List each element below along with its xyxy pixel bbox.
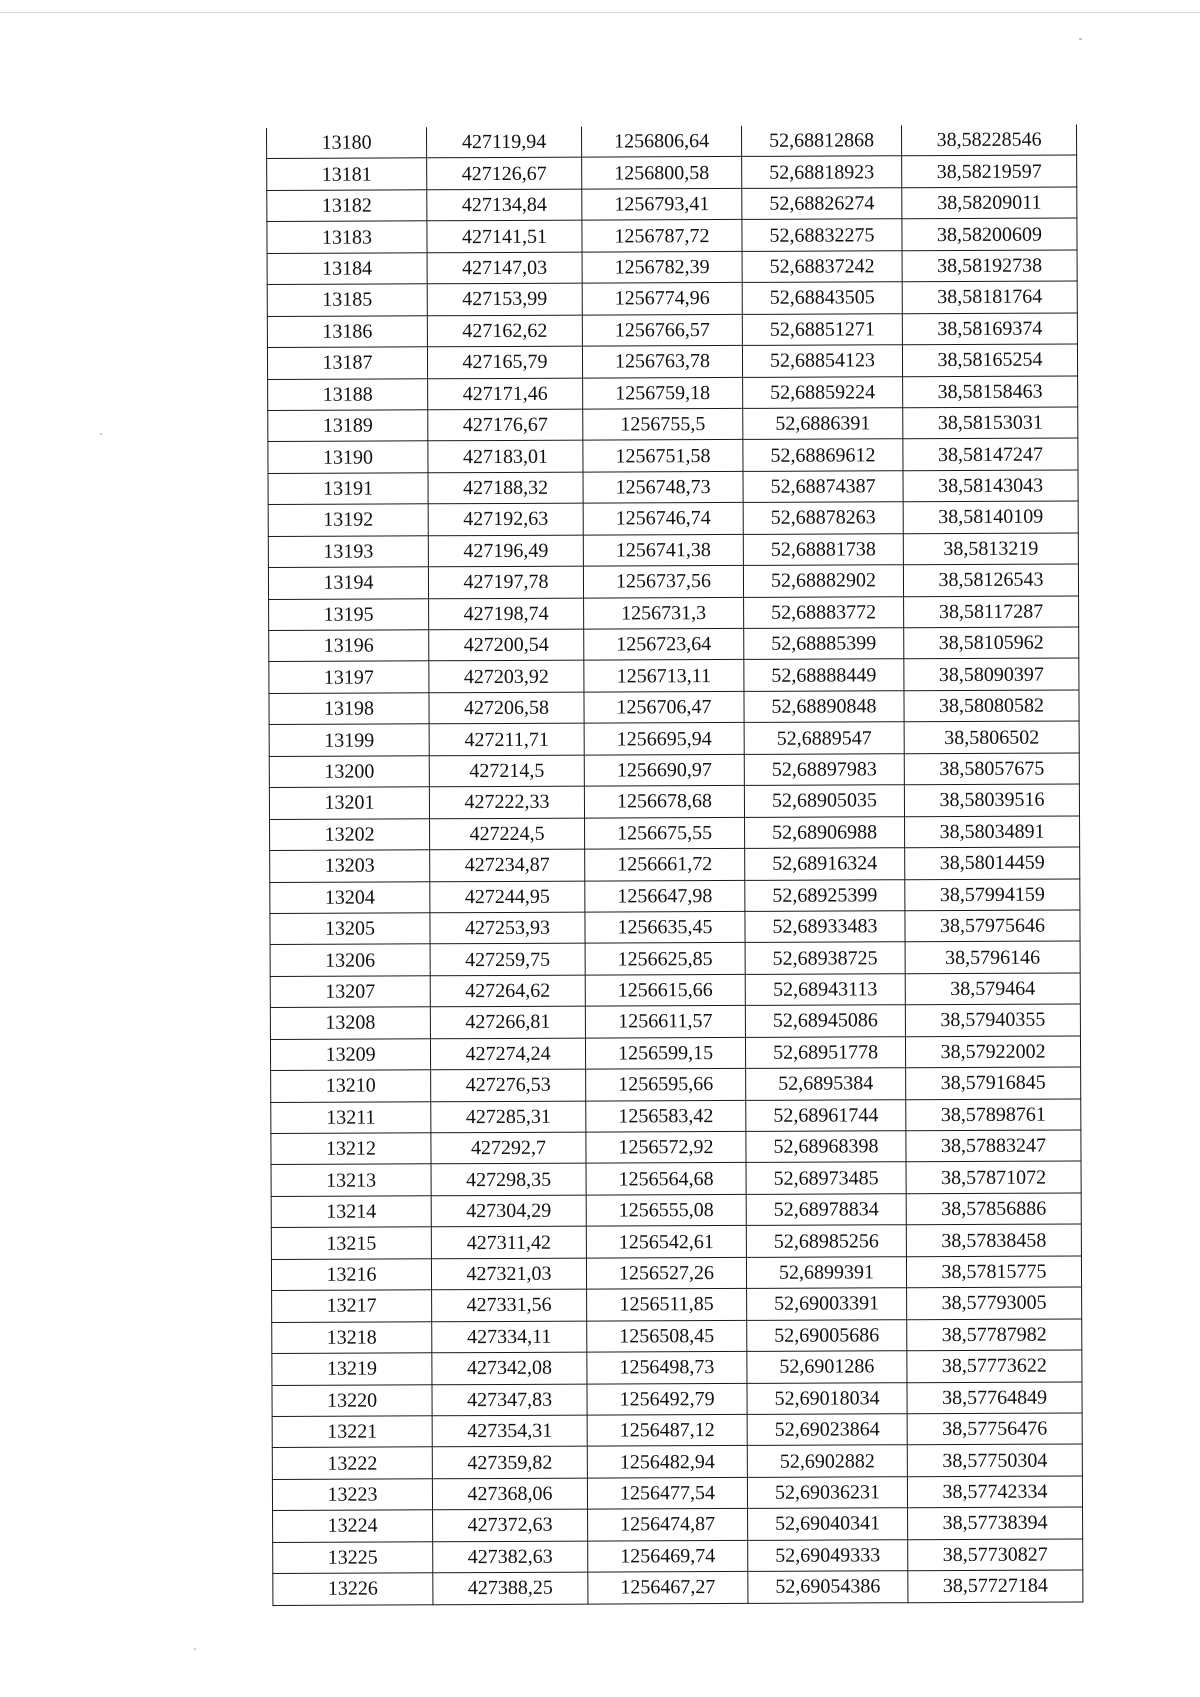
longitude-cell: 38,58034891 [905, 816, 1080, 848]
y-coordinate-cell: 1256774,96 [582, 283, 742, 315]
point-number-cell: 13221 [272, 1416, 432, 1448]
table-row [269, 596, 1079, 631]
point-number-cell: 13201 [269, 787, 429, 819]
point-number-cell: 13189 [268, 410, 428, 442]
longitude-cell: 38,5806502 [904, 721, 1079, 753]
x-coordinate-cell: 427119,94 [426, 127, 581, 159]
x-coordinate-cell: 427285,31 [431, 1101, 586, 1133]
x-coordinate-cell: 427153,99 [427, 283, 582, 315]
table-row [271, 1099, 1081, 1134]
latitude-cell: 52,68812868 [741, 125, 901, 157]
x-coordinate-cell: 427266,81 [430, 1006, 585, 1038]
table-row [269, 658, 1079, 693]
table-row [273, 1507, 1083, 1542]
longitude-cell: 38,57727184 [908, 1570, 1083, 1602]
longitude-cell: 38,58140109 [903, 501, 1078, 533]
point-number-cell: 13208 [270, 1007, 430, 1039]
longitude-cell: 38,58039516 [904, 784, 1079, 816]
y-coordinate-cell: 1256746,74 [583, 503, 743, 535]
table-row [272, 1444, 1082, 1479]
longitude-cell: 38,57871072 [906, 1161, 1081, 1193]
latitude-cell: 52,68869612 [743, 439, 903, 471]
document-page [266, 124, 1082, 1605]
latitude-cell: 52,68883772 [744, 596, 904, 628]
point-number-cell: 13185 [267, 284, 427, 316]
x-coordinate-cell: 427292,7 [431, 1132, 586, 1164]
point-number-cell: 13184 [267, 253, 427, 285]
point-number-cell: 13209 [270, 1038, 430, 1070]
point-number-cell: 13217 [272, 1290, 432, 1322]
y-coordinate-cell: 1256800,58 [582, 157, 742, 189]
longitude-cell: 38,58153031 [903, 407, 1078, 439]
point-number-cell: 13202 [270, 818, 430, 850]
x-coordinate-cell: 427276,53 [431, 1069, 586, 1101]
longitude-cell: 38,57916845 [906, 1067, 1081, 1099]
x-coordinate-cell: 427192,63 [428, 503, 583, 535]
point-number-cell: 13210 [271, 1070, 431, 1102]
point-number-cell: 13181 [267, 158, 427, 190]
y-coordinate-cell: 1256555,08 [586, 1194, 746, 1226]
x-coordinate-cell: 427214,5 [429, 755, 584, 787]
longitude-cell: 38,58209011 [902, 187, 1077, 219]
y-coordinate-cell: 1256806,64 [581, 126, 741, 158]
x-coordinate-cell: 427334,11 [432, 1321, 587, 1353]
latitude-cell: 52,68826274 [742, 188, 902, 220]
table-row [268, 407, 1078, 442]
table-row [270, 973, 1080, 1008]
latitude-cell: 52,68885399 [744, 628, 904, 660]
y-coordinate-cell: 1256731,3 [584, 597, 744, 629]
longitude-cell: 38,57940355 [905, 1004, 1080, 1036]
point-number-cell: 13191 [268, 473, 428, 505]
y-coordinate-cell: 1256755,5 [583, 408, 743, 440]
x-coordinate-cell: 427372,63 [433, 1509, 588, 1541]
table-row [270, 816, 1080, 851]
table-row [267, 250, 1077, 285]
longitude-cell: 38,58169374 [902, 313, 1077, 345]
x-coordinate-cell: 427224,5 [430, 818, 585, 850]
x-coordinate-cell: 427253,93 [430, 912, 585, 944]
x-coordinate-cell: 427197,78 [428, 566, 583, 598]
coordinates-table [266, 124, 1083, 1605]
point-number-cell: 13220 [272, 1384, 432, 1416]
y-coordinate-cell: 1256482,94 [587, 1446, 747, 1478]
y-coordinate-cell: 1256498,73 [587, 1351, 747, 1383]
table-row [270, 878, 1080, 913]
y-coordinate-cell: 1256661,72 [585, 848, 745, 880]
point-number-cell: 13211 [271, 1101, 431, 1133]
y-coordinate-cell: 1256487,12 [587, 1414, 747, 1446]
table-row [267, 218, 1077, 253]
longitude-cell: 38,58228546 [901, 124, 1076, 156]
longitude-cell: 38,58090397 [904, 658, 1079, 690]
table-row [271, 1193, 1081, 1228]
longitude-cell: 38,58143043 [903, 470, 1078, 502]
longitude-cell: 38,58057675 [904, 753, 1079, 785]
table-row [271, 1224, 1081, 1259]
coordinates-table-body [267, 124, 1083, 1605]
table-row [268, 501, 1078, 536]
x-coordinate-cell: 427359,82 [432, 1446, 587, 1478]
latitude-cell: 52,68985256 [746, 1225, 906, 1257]
latitude-cell: 52,68859224 [743, 376, 903, 408]
latitude-cell: 52,68882902 [743, 565, 903, 597]
point-number-cell: 13212 [271, 1133, 431, 1165]
table-row [269, 753, 1079, 788]
longitude-cell: 38,579464 [905, 973, 1080, 1005]
point-number-cell: 13197 [269, 661, 429, 693]
x-coordinate-cell: 427206,58 [429, 692, 584, 724]
latitude-cell: 52,6899391 [746, 1256, 906, 1288]
table-row [270, 941, 1080, 976]
point-number-cell: 13215 [271, 1227, 431, 1259]
point-number-cell: 13226 [273, 1573, 433, 1605]
x-coordinate-cell: 427203,92 [429, 661, 584, 693]
y-coordinate-cell: 1256678,68 [584, 786, 744, 818]
latitude-cell: 52,68851271 [742, 313, 902, 345]
x-coordinate-cell: 427311,42 [431, 1226, 586, 1258]
x-coordinate-cell: 427134,84 [427, 189, 582, 221]
latitude-cell: 52,69049333 [748, 1539, 908, 1571]
longitude-cell: 38,57975646 [905, 910, 1080, 942]
x-coordinate-cell: 427188,32 [428, 472, 583, 504]
scan-speck [1079, 38, 1082, 40]
point-number-cell: 13199 [269, 724, 429, 756]
x-coordinate-cell: 427211,71 [429, 723, 584, 755]
longitude-cell: 38,57898761 [906, 1099, 1081, 1131]
longitude-cell: 38,57742334 [907, 1476, 1082, 1508]
x-coordinate-cell: 427244,95 [430, 881, 585, 913]
latitude-cell: 52,69054386 [748, 1571, 908, 1603]
x-coordinate-cell: 427382,63 [433, 1541, 588, 1573]
point-number-cell: 13225 [273, 1541, 433, 1573]
y-coordinate-cell: 1256793,41 [582, 188, 742, 220]
longitude-cell: 38,57793005 [907, 1287, 1082, 1319]
latitude-cell: 52,68925399 [745, 879, 905, 911]
x-coordinate-cell: 427198,74 [429, 598, 584, 630]
x-coordinate-cell: 427388,25 [433, 1572, 588, 1604]
y-coordinate-cell: 1256647,98 [585, 880, 745, 912]
point-number-cell: 13182 [267, 190, 427, 222]
y-coordinate-cell: 1256635,45 [585, 911, 745, 943]
latitude-cell: 52,69003391 [747, 1288, 907, 1320]
x-coordinate-cell: 427342,08 [432, 1352, 587, 1384]
longitude-cell: 38,57838458 [906, 1224, 1081, 1256]
table-row [270, 910, 1080, 945]
longitude-cell: 38,58147247 [903, 438, 1078, 470]
latitude-cell: 52,6901286 [747, 1351, 907, 1383]
latitude-cell: 52,68881738 [743, 533, 903, 565]
x-coordinate-cell: 427176,67 [428, 409, 583, 441]
table-row [267, 124, 1077, 158]
point-number-cell: 13188 [268, 378, 428, 410]
latitude-cell: 52,68938725 [745, 942, 905, 974]
table-row [272, 1381, 1082, 1416]
point-number-cell: 13223 [272, 1479, 432, 1511]
latitude-cell: 52,68897983 [744, 753, 904, 785]
y-coordinate-cell: 1256542,61 [586, 1226, 746, 1258]
latitude-cell: 52,69023864 [747, 1414, 907, 1446]
longitude-cell: 38,58014459 [905, 847, 1080, 879]
table-row [272, 1350, 1082, 1385]
x-coordinate-cell: 427331,56 [432, 1289, 587, 1321]
longitude-cell: 38,57815775 [906, 1256, 1081, 1288]
x-coordinate-cell: 427259,75 [430, 943, 585, 975]
latitude-cell: 52,68951778 [745, 1036, 905, 1068]
latitude-cell: 52,68854123 [742, 345, 902, 377]
x-coordinate-cell: 427222,33 [429, 786, 584, 818]
point-number-cell: 13196 [269, 630, 429, 662]
point-number-cell: 13224 [273, 1510, 433, 1542]
table-row [269, 690, 1079, 725]
longitude-cell: 38,58192738 [902, 250, 1077, 282]
longitude-cell: 38,58080582 [904, 690, 1079, 722]
point-number-cell: 13180 [267, 127, 427, 159]
y-coordinate-cell: 1256737,56 [583, 566, 743, 598]
longitude-cell: 38,57787982 [907, 1319, 1082, 1351]
longitude-cell: 38,57750304 [907, 1444, 1082, 1476]
point-number-cell: 13187 [267, 347, 427, 379]
longitude-cell: 38,58158463 [903, 375, 1078, 407]
latitude-cell: 52,68906988 [745, 816, 905, 848]
table-row [270, 1004, 1080, 1039]
latitude-cell: 52,69018034 [747, 1382, 907, 1414]
y-coordinate-cell: 1256615,66 [585, 974, 745, 1006]
table-row [267, 344, 1077, 379]
latitude-cell: 52,6886391 [743, 408, 903, 440]
latitude-cell: 52,68878263 [743, 502, 903, 534]
latitude-cell: 52,68945086 [745, 1005, 905, 1037]
y-coordinate-cell: 1256713,11 [584, 660, 744, 692]
y-coordinate-cell: 1256474,87 [588, 1509, 748, 1541]
y-coordinate-cell: 1256748,73 [583, 471, 743, 503]
latitude-cell: 52,68978834 [746, 1194, 906, 1226]
x-coordinate-cell: 427298,35 [431, 1164, 586, 1196]
x-coordinate-cell: 427147,03 [427, 252, 582, 284]
table-row [269, 784, 1079, 819]
y-coordinate-cell: 1256611,57 [585, 1006, 745, 1038]
latitude-cell: 52,68933483 [745, 911, 905, 943]
y-coordinate-cell: 1256469,74 [588, 1540, 748, 1572]
point-number-cell: 13219 [272, 1353, 432, 1385]
longitude-cell: 38,57856886 [906, 1193, 1081, 1225]
y-coordinate-cell: 1256599,15 [585, 1037, 745, 1069]
y-coordinate-cell: 1256766,57 [582, 314, 742, 346]
y-coordinate-cell: 1256477,54 [587, 1477, 747, 1509]
table-row [269, 721, 1079, 756]
point-number-cell: 13183 [267, 221, 427, 253]
longitude-cell: 38,58126543 [903, 564, 1078, 596]
y-coordinate-cell: 1256763,78 [582, 345, 742, 377]
latitude-cell: 52,68818923 [742, 156, 902, 188]
point-number-cell: 13214 [271, 1196, 431, 1228]
x-coordinate-cell: 427354,31 [432, 1415, 587, 1447]
x-coordinate-cell: 427274,24 [430, 1038, 585, 1070]
y-coordinate-cell: 1256759,18 [583, 377, 743, 409]
table-row [268, 564, 1078, 599]
point-number-cell: 13198 [269, 693, 429, 725]
point-number-cell: 13190 [268, 441, 428, 473]
point-number-cell: 13194 [268, 567, 428, 599]
table-row [273, 1570, 1083, 1605]
y-coordinate-cell: 1256595,66 [586, 1069, 746, 1101]
x-coordinate-cell: 427321,03 [431, 1258, 586, 1290]
x-coordinate-cell: 427171,46 [428, 378, 583, 410]
x-coordinate-cell: 427200,54 [429, 629, 584, 661]
longitude-cell: 38,58219597 [902, 155, 1077, 187]
point-number-cell: 13218 [272, 1321, 432, 1353]
scan-speck [100, 433, 102, 435]
longitude-cell: 38,58117287 [904, 596, 1079, 628]
table-row [272, 1476, 1082, 1511]
latitude-cell: 52,68968398 [746, 1131, 906, 1163]
latitude-cell: 52,68832275 [742, 219, 902, 251]
table-row [268, 533, 1078, 568]
y-coordinate-cell: 1256695,94 [584, 723, 744, 755]
y-coordinate-cell: 1256706,47 [584, 691, 744, 723]
point-number-cell: 13222 [272, 1447, 432, 1479]
x-coordinate-cell: 427183,01 [428, 440, 583, 472]
y-coordinate-cell: 1256492,79 [587, 1383, 747, 1415]
y-coordinate-cell: 1256511,85 [587, 1289, 747, 1321]
table-row [267, 313, 1077, 348]
table-row [271, 1130, 1081, 1165]
y-coordinate-cell: 1256467,27 [588, 1572, 748, 1604]
longitude-cell: 38,58165254 [902, 344, 1077, 376]
longitude-cell: 38,5796146 [905, 941, 1080, 973]
table-row [271, 1067, 1081, 1102]
longitude-cell: 38,57764849 [907, 1381, 1082, 1413]
latitude-cell: 52,68916324 [745, 848, 905, 880]
latitude-cell: 52,68888449 [744, 659, 904, 691]
longitude-cell: 38,57756476 [907, 1413, 1082, 1445]
latitude-cell: 52,6895384 [746, 1068, 906, 1100]
longitude-cell: 38,58105962 [904, 627, 1079, 659]
latitude-cell: 52,68961744 [746, 1099, 906, 1131]
y-coordinate-cell: 1256690,97 [584, 754, 744, 786]
y-coordinate-cell: 1256564,68 [586, 1163, 746, 1195]
latitude-cell: 52,68874387 [743, 471, 903, 503]
y-coordinate-cell: 1256787,72 [582, 220, 742, 252]
longitude-cell: 38,58181764 [902, 281, 1077, 313]
table-row [268, 470, 1078, 505]
table-row [272, 1413, 1082, 1448]
x-coordinate-cell: 427196,49 [428, 535, 583, 567]
table-row [270, 847, 1080, 882]
point-number-cell: 13195 [269, 598, 429, 630]
point-number-cell: 13200 [269, 756, 429, 788]
table-row [269, 627, 1079, 662]
longitude-cell: 38,57922002 [905, 1036, 1080, 1068]
longitude-cell: 38,57773622 [907, 1350, 1082, 1382]
longitude-cell: 38,58200609 [902, 218, 1077, 250]
latitude-cell: 52,69036231 [747, 1477, 907, 1509]
table-row [268, 438, 1078, 473]
latitude-cell: 52,6902882 [747, 1445, 907, 1477]
table-row [270, 1036, 1080, 1071]
y-coordinate-cell: 1256508,45 [587, 1320, 747, 1352]
point-number-cell: 13213 [271, 1164, 431, 1196]
y-coordinate-cell: 1256782,39 [582, 251, 742, 283]
table-row [267, 281, 1077, 316]
point-number-cell: 13206 [270, 944, 430, 976]
point-number-cell: 13203 [270, 850, 430, 882]
latitude-cell: 52,6889547 [744, 722, 904, 754]
x-coordinate-cell: 427162,62 [427, 315, 582, 347]
longitude-cell: 38,57883247 [906, 1130, 1081, 1162]
latitude-cell: 52,69040341 [748, 1508, 908, 1540]
point-number-cell: 13207 [270, 976, 430, 1008]
x-coordinate-cell: 427141,51 [427, 220, 582, 252]
x-coordinate-cell: 427304,29 [431, 1195, 586, 1227]
longitude-cell: 38,57738394 [908, 1507, 1083, 1539]
table-row [268, 375, 1078, 410]
latitude-cell: 52,68943113 [745, 974, 905, 1006]
longitude-cell: 38,5813219 [903, 533, 1078, 565]
x-coordinate-cell: 427234,87 [430, 849, 585, 881]
point-number-cell: 13193 [268, 535, 428, 567]
latitude-cell: 52,68905035 [744, 785, 904, 817]
x-coordinate-cell: 427368,06 [432, 1478, 587, 1510]
table-row [267, 155, 1077, 190]
table-row [272, 1287, 1082, 1322]
latitude-cell: 52,69005686 [747, 1319, 907, 1351]
latitude-cell: 52,68837242 [742, 250, 902, 282]
point-number-cell: 13205 [270, 913, 430, 945]
scan-border-line [0, 12, 1200, 13]
table-row [271, 1161, 1081, 1196]
x-coordinate-cell: 427165,79 [427, 346, 582, 378]
point-number-cell: 13186 [267, 315, 427, 347]
y-coordinate-cell: 1256527,26 [586, 1257, 746, 1289]
latitude-cell: 52,68890848 [744, 691, 904, 723]
y-coordinate-cell: 1256572,92 [586, 1131, 746, 1163]
table-row [273, 1539, 1083, 1574]
longitude-cell: 38,57994159 [905, 878, 1080, 910]
table-row [271, 1256, 1081, 1291]
y-coordinate-cell: 1256583,42 [586, 1100, 746, 1132]
x-coordinate-cell: 427126,67 [427, 158, 582, 190]
x-coordinate-cell: 427347,83 [432, 1384, 587, 1416]
scan-speck [194, 1648, 196, 1650]
latitude-cell: 52,68843505 [742, 282, 902, 314]
point-number-cell: 13204 [270, 881, 430, 913]
y-coordinate-cell: 1256675,55 [585, 817, 745, 849]
table-row [272, 1319, 1082, 1354]
y-coordinate-cell: 1256741,38 [583, 534, 743, 566]
y-coordinate-cell: 1256723,64 [584, 628, 744, 660]
x-coordinate-cell: 427264,62 [430, 975, 585, 1007]
y-coordinate-cell: 1256751,58 [583, 440, 743, 472]
point-number-cell: 13216 [271, 1259, 431, 1291]
table-row [267, 187, 1077, 222]
point-number-cell: 13192 [268, 504, 428, 536]
longitude-cell: 38,57730827 [908, 1539, 1083, 1571]
y-coordinate-cell: 1256625,85 [585, 943, 745, 975]
latitude-cell: 52,68973485 [746, 1162, 906, 1194]
